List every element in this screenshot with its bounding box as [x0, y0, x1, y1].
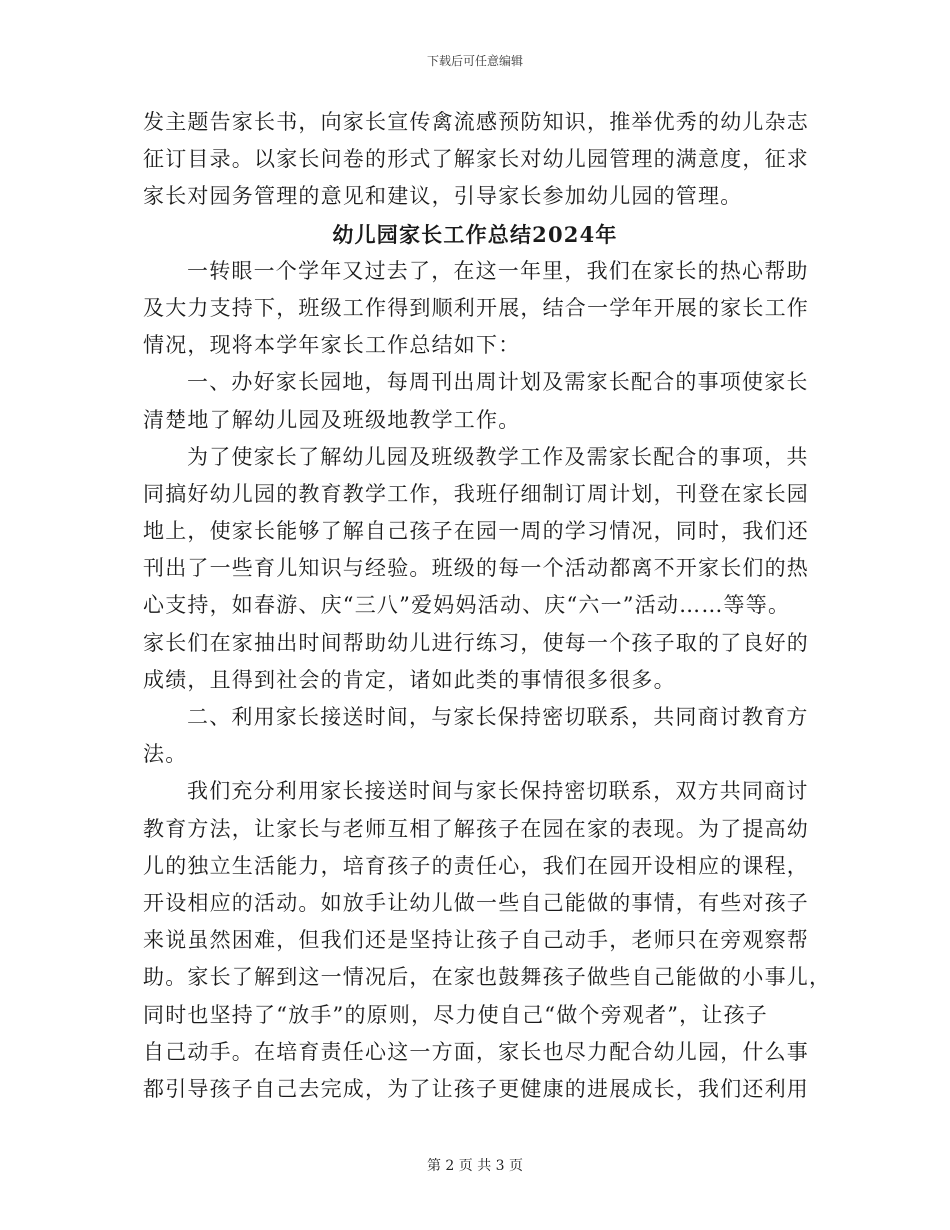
text-line: 我们充分利用家长接送时间与家长保持密切联系，双方共同商讨: [187, 779, 809, 804]
text-line: 法。: [143, 742, 188, 767]
text-line: 情况，现将本学年家长工作总结如下：: [143, 333, 521, 358]
text-line: 为了使家长了解幼儿园及班级教学工作及需家长配合的事项，共: [187, 444, 809, 469]
document-body: [143, 104, 832, 1108]
text-line: 儿的独立生活能力，培育孩子的责任心，我们在园开设相应的课程，: [143, 853, 809, 878]
page-footer: 第 2 页 共 3 页: [426, 1158, 524, 1174]
text-line: 自己动手。在培育责任心这一方面，家长也尽力配合幼儿园，什么事: [143, 1039, 809, 1064]
text-line: 一转眼一个学年又过去了，在这一年里，我们在家长的热心帮助: [187, 258, 809, 283]
text-line: 来说虽然困难，但我们还是坚持让孩子自己动手，老师只在旁观察帮: [143, 928, 809, 953]
page-header: 下载后可任意编辑: [426, 54, 523, 68]
text-line: 同搞好幼儿园的教育教学工作，我班仔细制订周计划，刊登在家长园: [143, 481, 809, 506]
text-line: 刊出了一些育儿知识与经验。班级的每一个活动都离不开家长们的热: [143, 556, 809, 581]
text-line: 及大力支持下，班级工作得到顺利开展，结合一学年开展的家长工作: [143, 295, 809, 320]
section-title: 幼儿园家长工作总结2024年: [332, 221, 618, 247]
text-line: 同时也坚持了“放手”的原则，尽力使自己“做个旁观者”，让孩子: [143, 1002, 768, 1027]
text-line: 都引导孩子自己去完成，为了让孩子更健康的进展成长，我们还利用: [143, 1076, 809, 1101]
text-line: 成绩，且得到社会的肯定，诸如此类的事情很多很多。: [143, 667, 676, 692]
text-line: 清楚地了解幼儿园及班级地教学工作。: [143, 407, 521, 432]
text-line: 教育方法，让家长与老师互相了解孩子在园在家的表现。为了提高幼: [143, 816, 809, 841]
text-line: 地上，使家长能够了解自己孩子在园一周的学习情况，同时，我们还: [143, 519, 809, 544]
text-line: 发主题告家长书，向家长宣传禽流感预防知识，推举优秀的幼儿杂志: [143, 110, 809, 134]
text-line: 家长对园务管理的意见和建议，引导家长参加幼儿园的管理。: [143, 184, 743, 209]
text-line: 一、办好家长园地，每周刊出周计划及需家长配合的事项使家长: [187, 370, 809, 395]
text-line: 心支持，如春游、庆“三八”爱妈妈活动、庆“六一”活动……等等。: [143, 593, 791, 618]
text-line: 征订目录。以家长问卷的形式了解家长对幼儿园管理的满意度，征求: [143, 147, 809, 172]
text-line: 二、利用家长接送时间，与家长保持密切联系，共同商讨教育方: [187, 705, 809, 729]
text-line: 助。家长了解到这一情况后，在家也鼓舞孩子做些自己能做的小事儿，: [143, 965, 832, 990]
text-line: 家长们在家抽出时间帮助幼儿进行练习，使每一个孩子取的了良好的: [143, 630, 809, 655]
text-line: 开设相应的活动。如放手让幼儿做一些自己能做的事情，有些对孩子: [143, 890, 809, 915]
